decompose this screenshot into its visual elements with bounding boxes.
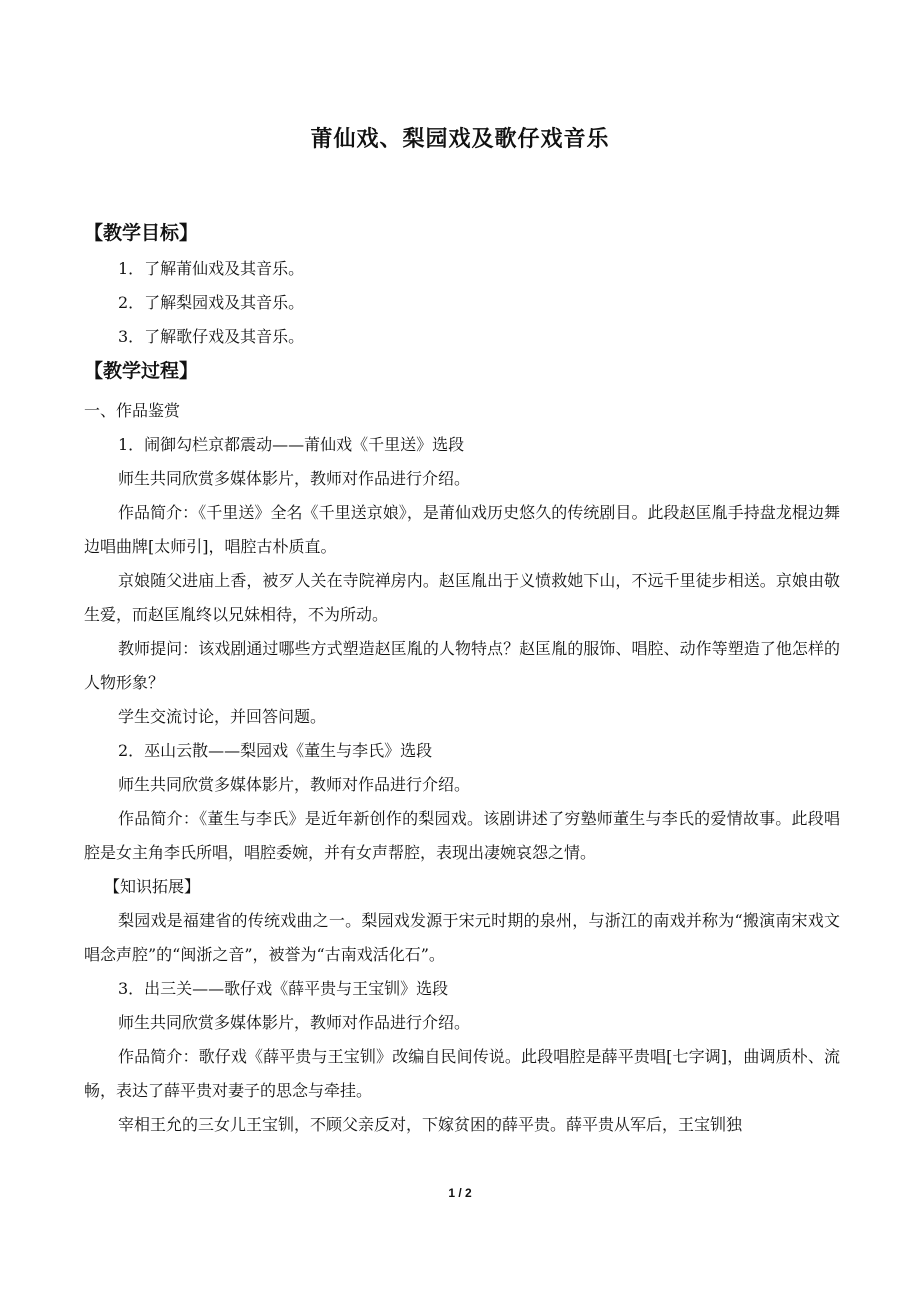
work-title-3: 3．出三关——歌仔戏《薛平贵与王宝钏》选段 bbox=[118, 979, 449, 998]
paragraph: 师生共同欣赏多媒体影片，教师对作品进行介绍。 bbox=[118, 469, 471, 488]
paragraph: 宰相王允的三女儿王宝钏，不顾父亲反对，下嫁贫困的薛平贵。薛平贵从军后，王宝钏独 bbox=[118, 1115, 743, 1134]
work-title-2: 2．巫山云散——梨园戏《董生与李氏》选段 bbox=[118, 741, 433, 760]
paragraph: 作品简介：《董生与李氏》是近年新创作的梨园戏。该剧讲述了穷塾师董生与李氏的爱情故事。此段唱腔是女主角李氏所唱，唱腔委婉，并有女声帮腔，表现出凄婉哀怨之情。 bbox=[84, 809, 840, 862]
goal-item: 1．了解莆仙戏及其音乐。 bbox=[118, 259, 305, 278]
paragraph: 学生交流讨论，并回答问题。 bbox=[118, 707, 327, 726]
work-title-1: 1．闹御勾栏京都震动——莆仙戏《千里送》选段 bbox=[118, 435, 465, 454]
section-heading-process: 【教学过程】 bbox=[84, 360, 199, 382]
document-title: 莆仙戏、梨园戏及歌仔戏音乐 bbox=[310, 126, 610, 152]
section-heading-goals: 【教学目标】 bbox=[84, 222, 199, 244]
paragraph: 作品简介：《千里送》全名《千里送京娘》，是莆仙戏历史悠久的传统剧目。此段赵匡胤手持盘龙棍边舞边唱曲牌[太师引]，唱腔古朴质直。 bbox=[84, 503, 840, 556]
paragraph: 师生共同欣赏多媒体影片，教师对作品进行介绍。 bbox=[118, 775, 471, 794]
goal-item: 3．了解歌仔戏及其音乐。 bbox=[118, 327, 305, 346]
paragraph: 作品简介：歌仔戏《薛平贵与王宝钏》改编自民间传说。此段唱腔是薛平贵唱[七字调]，曲调质朴、流畅，表达了薛平贵对妻子的思念与牵挂。 bbox=[84, 1047, 840, 1100]
process-subheading: 一、作品鉴赏 bbox=[84, 401, 181, 420]
goal-item: 2．了解梨园戏及其音乐。 bbox=[118, 293, 305, 312]
paragraph: 梨园戏是福建省的传统戏曲之一。梨园戏发源于宋元时期的泉州，与浙江的南戏并称为“搬演南宋戏文唱念声腔”的“闽浙之音”，被誉为“古南戏活化石”。 bbox=[84, 911, 840, 964]
paragraph: 京娘随父进庙上香，被歹人关在寺院禅房内。赵匡胤出于义愤救她下山，不远千里徒步相送。京娘由敬生爱，而赵匡胤终以兄妹相待，不为所动。 bbox=[84, 571, 840, 624]
page-number: 1 / 2 bbox=[448, 1186, 472, 1200]
knowledge-extension-heading: 【知识拓展】 bbox=[104, 877, 201, 896]
paragraph: 师生共同欣赏多媒体影片，教师对作品进行介绍。 bbox=[118, 1013, 471, 1032]
document-body bbox=[84, 216, 840, 1142]
paragraph: 教师提问：该戏剧通过哪些方式塑造赵匡胤的人物特点？赵匡胤的服饰、唱腔、动作等塑造了他怎样的人物形象？ bbox=[84, 639, 840, 692]
